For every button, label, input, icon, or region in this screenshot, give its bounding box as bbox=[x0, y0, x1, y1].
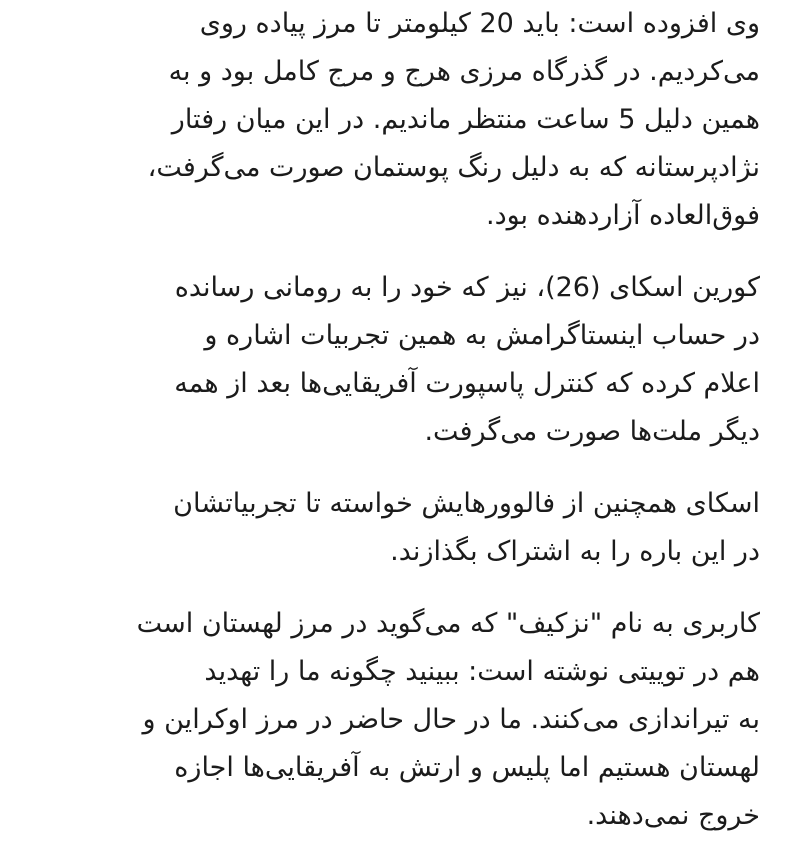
article-body bbox=[60, 0, 760, 864]
text-line: کاربری به نام "نزکیف" که می‌گوید در مرز لهستان است bbox=[136, 608, 760, 639]
text-line: هم در توییتی نوشته است: ببینید چگونه ما را تهدید bbox=[204, 656, 760, 687]
text-line: در این باره را به اشتراک بگذازند. bbox=[390, 536, 760, 567]
text-line: در حساب اینستاگرامش به همین تجربیات اشاره و bbox=[204, 320, 760, 351]
text-line: نژادپرستانه که به دلیل رنگ پوستمان صورت می‌گرفت، bbox=[147, 152, 760, 183]
text-line: وی افزوده است: باید 20 کیلومتر تا مرز پیاده روی bbox=[199, 8, 760, 39]
paragraph bbox=[60, 0, 760, 240]
paragraph bbox=[60, 264, 760, 456]
text-line: کورین اسکای (26)، نیز که خود را به رومانی رسانده bbox=[174, 272, 760, 303]
text-line: می‌کردیم. در گذرگاه مرزی هرج و مرج کامل بود و به bbox=[168, 56, 760, 87]
paragraph bbox=[60, 480, 760, 576]
text-line: دیگر ملت‌ها صورت می‌گرفت. bbox=[424, 416, 760, 447]
text-line: لهستان هستیم اما پلیس و ارتش به آفریقایی‌ها اجازه bbox=[174, 752, 760, 783]
text-line: همین دلیل 5 ساعت منتظر ماندیم. در این میان رفتار bbox=[171, 104, 760, 135]
text-line: اسکای همچنین از فالوورهایش خواسته تا تجربیاتشان bbox=[173, 488, 760, 519]
text-line: اعلام کرده که کنترل پاسپورت آفریقایی‌ها بعد از همه bbox=[174, 368, 760, 399]
text-line: فوق‌العاده آزاردهنده بود. bbox=[486, 200, 760, 231]
paragraph bbox=[60, 600, 760, 840]
text-line: به تیراندازی می‌کنند. ما در حال حاضر در مرز اوکراین و bbox=[142, 704, 760, 735]
text-line: خروج نمی‌دهند. bbox=[586, 800, 760, 831]
